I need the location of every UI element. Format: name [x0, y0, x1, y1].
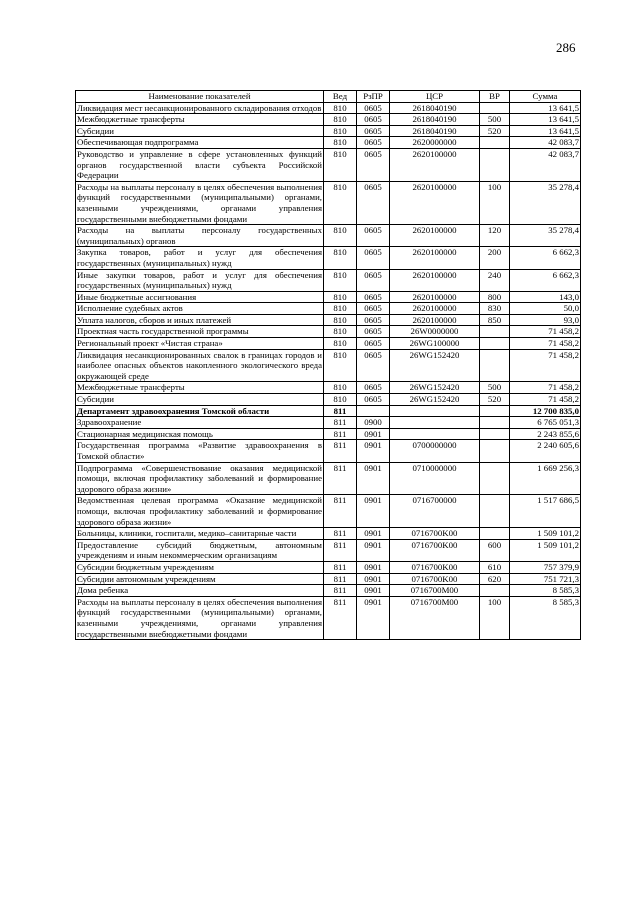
- cell-name: Ликвидация мест несанкционированного складирования отходов: [76, 102, 324, 114]
- table-row: [76, 314, 581, 326]
- cell-ved: 810: [324, 137, 357, 149]
- cell-rzpr: 0605: [357, 349, 390, 382]
- cell-csr: 2618040190: [390, 114, 480, 126]
- cell-sum: 8 585,3: [510, 585, 581, 597]
- cell-vr: [480, 349, 510, 382]
- cell-sum: 13 641,5: [510, 125, 581, 137]
- cell-ved: 811: [324, 495, 357, 528]
- table-row: [76, 114, 581, 126]
- cell-sum: 71 458,2: [510, 349, 581, 382]
- cell-rzpr: 0901: [357, 428, 390, 440]
- cell-vr: [480, 528, 510, 540]
- cell-sum: 42 083,7: [510, 148, 581, 181]
- cell-ved: 810: [324, 225, 357, 247]
- cell-vr: 610: [480, 561, 510, 573]
- cell-vr: [480, 440, 510, 462]
- cell-vr: 520: [480, 125, 510, 137]
- cell-sum: 1 509 101,2: [510, 539, 581, 561]
- cell-rzpr: 0901: [357, 462, 390, 495]
- cell-ved: 811: [324, 596, 357, 639]
- cell-vr: [480, 585, 510, 597]
- cell-sum: 1 509 101,2: [510, 528, 581, 540]
- cell-csr: 2618040190: [390, 102, 480, 114]
- cell-rzpr: 0605: [357, 269, 390, 291]
- cell-name: Исполнение судебных актов: [76, 303, 324, 315]
- table-row: [76, 596, 581, 639]
- cell-vr: 800: [480, 291, 510, 303]
- cell-name: Больницы, клиники, госпитали, медико–санитарные части: [76, 528, 324, 540]
- table-row: [76, 338, 581, 350]
- cell-name: Иные закупки товаров, работ и услуг для обеспечения государственных (муниципальных) нужд: [77, 269, 322, 291]
- table-row: [76, 561, 581, 573]
- cell-ved: 811: [324, 428, 357, 440]
- cell-name: Департамент здравоохранения Томской области: [76, 405, 324, 417]
- cell-csr: [390, 405, 480, 417]
- cell-rzpr: 0605: [357, 114, 390, 126]
- table-row: [76, 428, 581, 440]
- table-row: [76, 326, 581, 338]
- cell-vr: [480, 495, 510, 528]
- table-row: [76, 495, 581, 528]
- cell-name: Межбюджетные трансферты: [76, 114, 324, 126]
- cell-ved: 811: [324, 462, 357, 495]
- cell-vr: 120: [480, 225, 510, 247]
- cell-name: Иные бюджетные ассигнования: [76, 291, 324, 303]
- cell-rzpr: 0901: [357, 561, 390, 573]
- cell-ved: 810: [324, 382, 357, 394]
- table-row: [76, 462, 581, 495]
- cell-ved: 811: [324, 539, 357, 561]
- cell-vr: 240: [480, 269, 510, 291]
- cell-csr: 0716700K00: [390, 528, 480, 540]
- cell-name: Подпрограмма «Совершенствование оказания медицинской помощи, включая профилактику заболеваний и формирование здорового образа жизни»: [77, 462, 322, 494]
- table-row: [76, 303, 581, 315]
- cell-vr: 100: [480, 181, 510, 224]
- cell-sum: 12 700 835,0: [510, 405, 581, 417]
- cell-vr: [480, 102, 510, 114]
- cell-name: Государственная программа «Развитие здравоохранения в Томской области»: [77, 440, 322, 461]
- cell-name: Расходы на выплаты персоналу государственных (муниципальных) органов: [77, 225, 322, 246]
- cell-ved: 810: [324, 349, 357, 382]
- cell-csr: 2620100000: [390, 148, 480, 181]
- cell-csr: 2620100000: [390, 314, 480, 326]
- cell-csr: 26WG152420: [390, 349, 480, 382]
- table-row: [76, 291, 581, 303]
- cell-rzpr: 0605: [357, 225, 390, 247]
- table-row: [76, 247, 581, 269]
- cell-rzpr: 0605: [357, 137, 390, 149]
- cell-vr: [480, 338, 510, 350]
- cell-ved: 811: [324, 561, 357, 573]
- cell-ved: 811: [324, 585, 357, 597]
- cell-vr: [480, 405, 510, 417]
- cell-sum: 71 458,2: [510, 326, 581, 338]
- cell-rzpr: 0901: [357, 495, 390, 528]
- header-sum: Сумма: [510, 91, 581, 103]
- cell-rzpr: 0901: [357, 440, 390, 462]
- cell-csr: 0710000000: [390, 462, 480, 495]
- cell-vr: 600: [480, 539, 510, 561]
- cell-name: Ликвидация несанкционированных свалок в границах городов и наиболее опасных объектов накопленного экологического вреда окружающей среде: [77, 349, 322, 381]
- cell-sum: 71 458,2: [510, 338, 581, 350]
- cell-rzpr: 0605: [357, 338, 390, 350]
- cell-csr: 0716700M00: [390, 596, 480, 639]
- cell-sum: 42 083,7: [510, 137, 581, 149]
- cell-name: Обеспечивающая подпрограмма: [76, 137, 324, 149]
- cell-rzpr: 0605: [357, 247, 390, 269]
- cell-sum: 1 517 686,5: [510, 495, 581, 528]
- cell-rzpr: 0901: [357, 528, 390, 540]
- cell-vr: [480, 462, 510, 495]
- header-csr: ЦСР: [390, 91, 480, 103]
- cell-ved: 811: [324, 528, 357, 540]
- cell-name: Расходы на выплаты персоналу в целях обеспечения выполнения функций государственными (муниципальными) органами, казенными учреждениями, органами управления государственными внебюджетными фондами: [77, 596, 322, 639]
- cell-rzpr: 0605: [357, 303, 390, 315]
- cell-csr: 0700000000: [390, 440, 480, 462]
- cell-ved: 810: [324, 326, 357, 338]
- cell-rzpr: 0605: [357, 314, 390, 326]
- cell-name: Уплата налогов, сборов и иных платежей: [76, 314, 324, 326]
- cell-name: Предоставление субсидий бюджетным, автономным учреждениям и иным некоммерческим организациям: [77, 539, 322, 561]
- cell-name: Руководство и управление в сфере установленных функций органов государственной власти субъекта Российской Федерации: [77, 148, 322, 181]
- table-body: [76, 102, 581, 640]
- cell-ved: 811: [324, 440, 357, 462]
- cell-rzpr: 0605: [357, 291, 390, 303]
- cell-csr: 2620100000: [390, 247, 480, 269]
- cell-sum: 13 641,5: [510, 114, 581, 126]
- cell-vr: 620: [480, 573, 510, 585]
- table-row: [76, 102, 581, 114]
- cell-ved: 810: [324, 181, 357, 224]
- cell-sum: 50,0: [510, 303, 581, 315]
- cell-ved: 810: [324, 247, 357, 269]
- cell-name: Субсидии: [76, 394, 324, 406]
- cell-ved: 811: [324, 573, 357, 585]
- cell-vr: [480, 417, 510, 429]
- cell-rzpr: 0605: [357, 382, 390, 394]
- cell-sum: 6 765 051,3: [510, 417, 581, 429]
- cell-sum: 71 458,2: [510, 394, 581, 406]
- cell-vr: [480, 148, 510, 181]
- cell-csr: 0716700K00: [390, 539, 480, 561]
- cell-sum: 143,0: [510, 291, 581, 303]
- cell-sum: 6 662,3: [510, 269, 581, 291]
- cell-csr: 2618040190: [390, 125, 480, 137]
- cell-ved: 810: [324, 269, 357, 291]
- cell-csr: 2620100000: [390, 303, 480, 315]
- budget-table: [75, 90, 581, 640]
- cell-rzpr: 0900: [357, 417, 390, 429]
- cell-sum: 8 585,3: [510, 596, 581, 639]
- cell-vr: 500: [480, 382, 510, 394]
- cell-name: Субсидии: [76, 125, 324, 137]
- cell-name: Стационарная медицинская помощь: [76, 428, 324, 440]
- cell-rzpr: 0605: [357, 394, 390, 406]
- cell-ved: 810: [324, 291, 357, 303]
- table-row: [76, 349, 581, 382]
- cell-ved: 810: [324, 338, 357, 350]
- cell-name: Закупка товаров, работ и услуг для обеспечения государственных (муниципальных) нужд: [77, 247, 322, 268]
- cell-vr: 200: [480, 247, 510, 269]
- cell-ved: 810: [324, 314, 357, 326]
- cell-rzpr: 0605: [357, 326, 390, 338]
- table-row: [76, 394, 581, 406]
- cell-sum: 2 243 855,6: [510, 428, 581, 440]
- cell-rzpr: 0901: [357, 596, 390, 639]
- cell-vr: 500: [480, 114, 510, 126]
- table-row: [76, 573, 581, 585]
- cell-name: Субсидии автономным учреждениям: [76, 573, 324, 585]
- table-row: [76, 539, 581, 561]
- cell-vr: 520: [480, 394, 510, 406]
- cell-csr: 2620100000: [390, 181, 480, 224]
- table-row: [76, 440, 581, 462]
- cell-rzpr: 0605: [357, 148, 390, 181]
- cell-ved: 810: [324, 125, 357, 137]
- cell-name: Здравоохранение: [76, 417, 324, 429]
- cell-vr: [480, 137, 510, 149]
- table-row: [76, 405, 581, 417]
- cell-csr: 26WG152420: [390, 394, 480, 406]
- cell-sum: 2 240 605,6: [510, 440, 581, 462]
- table-row: [76, 125, 581, 137]
- cell-sum: 757 379,9: [510, 561, 581, 573]
- cell-rzpr: [357, 405, 390, 417]
- cell-vr: [480, 428, 510, 440]
- header-vr: ВР: [480, 91, 510, 103]
- cell-rzpr: 0901: [357, 585, 390, 597]
- cell-rzpr: 0605: [357, 102, 390, 114]
- cell-ved: 810: [324, 114, 357, 126]
- cell-name: Субсидии бюджетным учреждениям: [76, 561, 324, 573]
- cell-sum: 13 641,5: [510, 102, 581, 114]
- cell-name: Дома ребенка: [76, 585, 324, 597]
- header-rzpr: РзПР: [357, 91, 390, 103]
- cell-vr: 850: [480, 314, 510, 326]
- cell-name: Расходы на выплаты персоналу в целях обеспечения выполнения функций государственными (муниципальными) органами, казенными учреждениями, органами управления государственными внебюджетными фондами: [77, 181, 322, 224]
- table-row: [76, 225, 581, 247]
- cell-sum: 71 458,2: [510, 382, 581, 394]
- table-row: [76, 528, 581, 540]
- cell-csr: [390, 428, 480, 440]
- cell-name: Проектная часть государственной программы: [76, 326, 324, 338]
- cell-csr: 2620100000: [390, 269, 480, 291]
- cell-ved: 811: [324, 405, 357, 417]
- header-name: Наименование показателей: [76, 91, 324, 103]
- cell-csr: 26WG100000: [390, 338, 480, 350]
- cell-rzpr: 0605: [357, 125, 390, 137]
- cell-sum: 35 278,4: [510, 181, 581, 224]
- cell-csr: 26WG152420: [390, 382, 480, 394]
- cell-rzpr: 0901: [357, 539, 390, 561]
- cell-csr: 2620100000: [390, 291, 480, 303]
- cell-sum: 35 278,4: [510, 225, 581, 247]
- cell-ved: 810: [324, 148, 357, 181]
- cell-csr: 0716700K00: [390, 561, 480, 573]
- table-header-row: [76, 91, 581, 103]
- table-row: [76, 137, 581, 149]
- cell-vr: 830: [480, 303, 510, 315]
- page-number: 286: [556, 40, 576, 55]
- cell-csr: [390, 417, 480, 429]
- table-row: [76, 269, 581, 291]
- cell-sum: 93,0: [510, 314, 581, 326]
- cell-csr: 0716700M00: [390, 585, 480, 597]
- cell-ved: 810: [324, 394, 357, 406]
- table-row: [76, 417, 581, 429]
- table-row: [76, 585, 581, 597]
- cell-ved: 810: [324, 102, 357, 114]
- cell-csr: 26W0000000: [390, 326, 480, 338]
- cell-rzpr: 0901: [357, 573, 390, 585]
- cell-csr: 2620000000: [390, 137, 480, 149]
- cell-rzpr: 0605: [357, 181, 390, 224]
- cell-sum: 751 721,3: [510, 573, 581, 585]
- cell-ved: 810: [324, 303, 357, 315]
- cell-name: Ведомственная целевая программа «Оказание медицинской помощи, включая профилактику заболеваний и формирование здорового образа жизни»: [77, 495, 322, 527]
- table-row: [76, 382, 581, 394]
- cell-name: Межбюджетные трансферты: [76, 382, 324, 394]
- cell-csr: 0716700K00: [390, 573, 480, 585]
- table-row: [76, 148, 581, 181]
- cell-vr: [480, 326, 510, 338]
- cell-csr: 2620100000: [390, 225, 480, 247]
- cell-vr: 100: [480, 596, 510, 639]
- table-row: [76, 181, 581, 224]
- cell-ved: 811: [324, 417, 357, 429]
- cell-sum: 6 662,3: [510, 247, 581, 269]
- cell-csr: 0716700000: [390, 495, 480, 528]
- header-ved: Вед: [324, 91, 357, 103]
- cell-name: Региональный проект «Чистая страна»: [76, 338, 324, 350]
- cell-sum: 1 669 256,3: [510, 462, 581, 495]
